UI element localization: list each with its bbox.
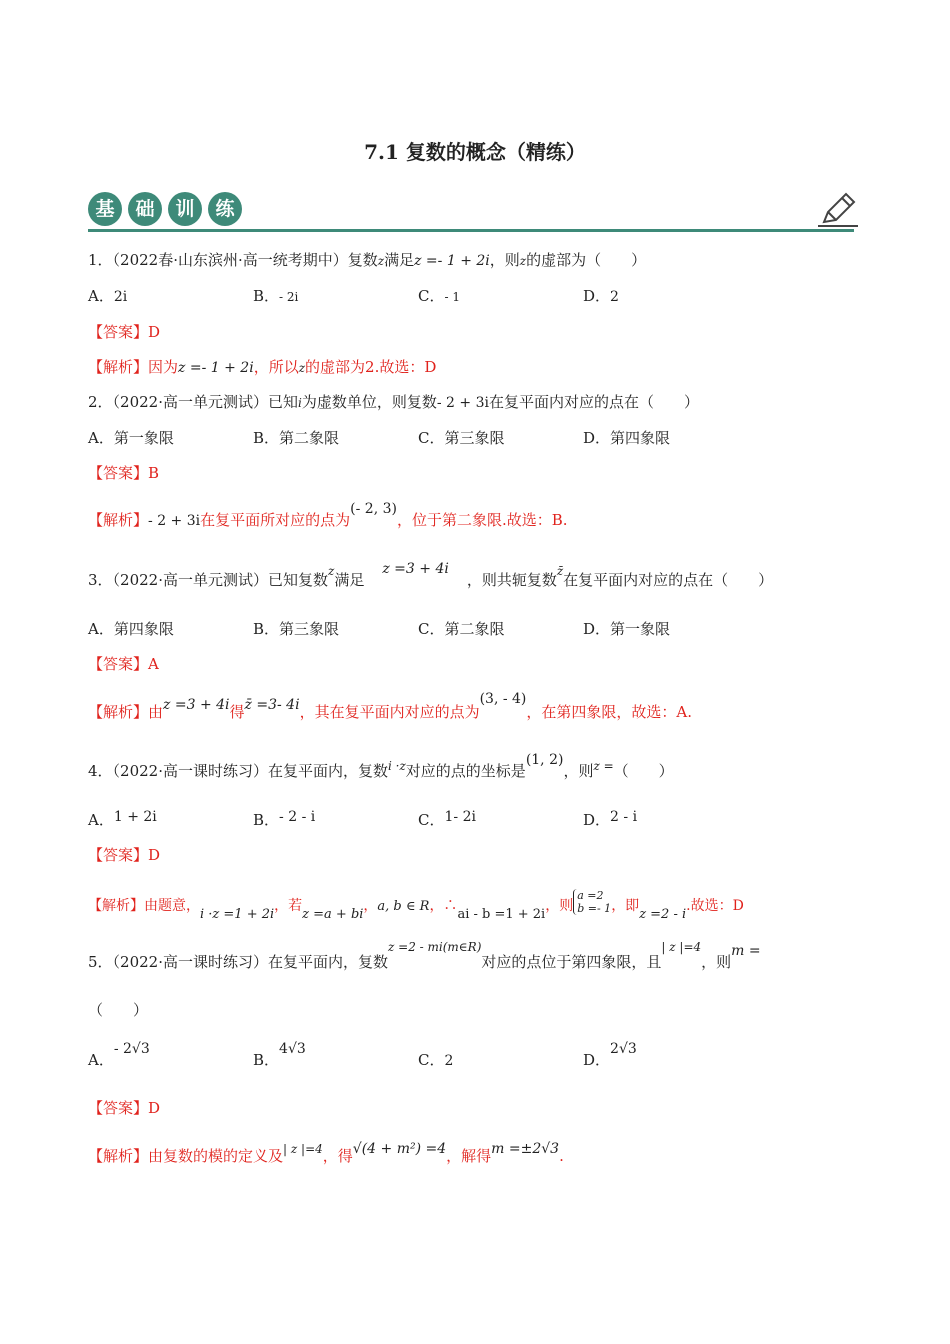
banner-underline (88, 229, 854, 232)
q5-option-b: B．4√3 (253, 1041, 306, 1069)
question-2-stem: 2．（2022·高一单元测试）已知i为虚数单位，则复数- 2 + 3i在复平面内对应的点在（ ） (88, 393, 699, 411)
q4-option-c: C．1- 2i (418, 809, 476, 829)
q4-analysis: 【解析】由题意，i ·z =1 + 2i，若z =a + bi，a, b ∈ R，∴ai - b =1 + 2i，则a =2 b =- 1，即z =2 - i.故选：D (88, 889, 744, 922)
q3-analysis: 【解析】由z =3 + 4i得z̄ =3- 4i，其在复平面内对应的点为(3, - 4)，在第四象限，故选：A. (88, 691, 693, 721)
banner-char-1: 基 (88, 192, 122, 226)
banner-char-2: 础 (128, 192, 162, 226)
q2-option-c: C．第三象限 (418, 429, 505, 447)
q1-analysis: 【解析】因为z =- 1 + 2i，所以z的虚部为2.故选：D (88, 358, 437, 376)
q4-option-a: A．1 + 2i (88, 809, 157, 829)
q1-option-d: D．2 (583, 287, 619, 305)
pencil-icon (816, 186, 860, 230)
q1-option-b: B．- 2i (253, 287, 299, 305)
q2-option-a: A．第一象限 (88, 429, 174, 447)
question-1-stem: 1．（2022春·山东滨州·高一统考期中）复数z满足z =- 1 + 2i，则z的虚部为（ ） (88, 251, 647, 269)
q3-option-a: A．第四象限 (88, 620, 174, 638)
q1-option-c: C．- 1 (418, 287, 460, 305)
q5-option-a: A．- 2√3 (88, 1041, 150, 1069)
q4-option-d: D．2 - i (583, 809, 638, 829)
q3-option-b: B．第三象限 (253, 620, 340, 638)
question-5-bracket: （ ） (88, 1001, 149, 1019)
question-4-stem: 4．（2022·高一课时练习）在复平面内，复数$^{i \cdot z}$对应的点的坐标是(1, 2)，则$^{z =}$（ ） (88, 752, 674, 780)
q5-option-c: C．2 (418, 1051, 454, 1069)
q3-answer: 【答案】A (88, 655, 159, 673)
q3-option-c: C．第二象限 (418, 620, 505, 638)
page-title: 7.1 复数的概念（精练） (364, 140, 586, 164)
q1-option-a: A．2i (88, 287, 128, 305)
banner-char-4: 练 (208, 192, 242, 226)
question-5-stem: 5．（2022·高一课时练习）在复平面内，复数$^{z =2 - mi(m\in R)}$对应的点位于第四象限，且$^{| z |=4}$，则m = (88, 940, 761, 971)
q4-option-b: B．- 2 - i (253, 809, 316, 829)
section-banner (88, 192, 854, 234)
question-3-stem: 3．（2022·高一单元测试）已知复数$^z$满足z =3 + 4i，则共轭复数$^{z̄}$在复平面内对应的点在（ ） (88, 561, 774, 589)
q2-option-b: B．第二象限 (253, 429, 340, 447)
q5-analysis: 【解析】由复数的模的定义及$^{| z |=4}$，得√(4 + m²) =4，解得m =±2√3. (88, 1141, 564, 1165)
q2-option-d: D．第四象限 (583, 429, 671, 447)
q2-analysis: 【解析】- 2 + 3i在复平面所对应的点为(- 2, 3)，位于第二象限.故选：B. (88, 501, 568, 529)
q5-answer: 【答案】D (88, 1099, 161, 1117)
q4-equation-system: a =2 b =- 1 (573, 889, 611, 915)
q5-option-d: D．2√3 (583, 1041, 637, 1069)
q1-answer: 【答案】D (88, 323, 161, 341)
q4-answer: 【答案】D (88, 846, 161, 864)
q3-option-d: D．第一象限 (583, 620, 671, 638)
banner-char-3: 训 (168, 192, 202, 226)
q2-answer: 【答案】B (88, 464, 160, 482)
